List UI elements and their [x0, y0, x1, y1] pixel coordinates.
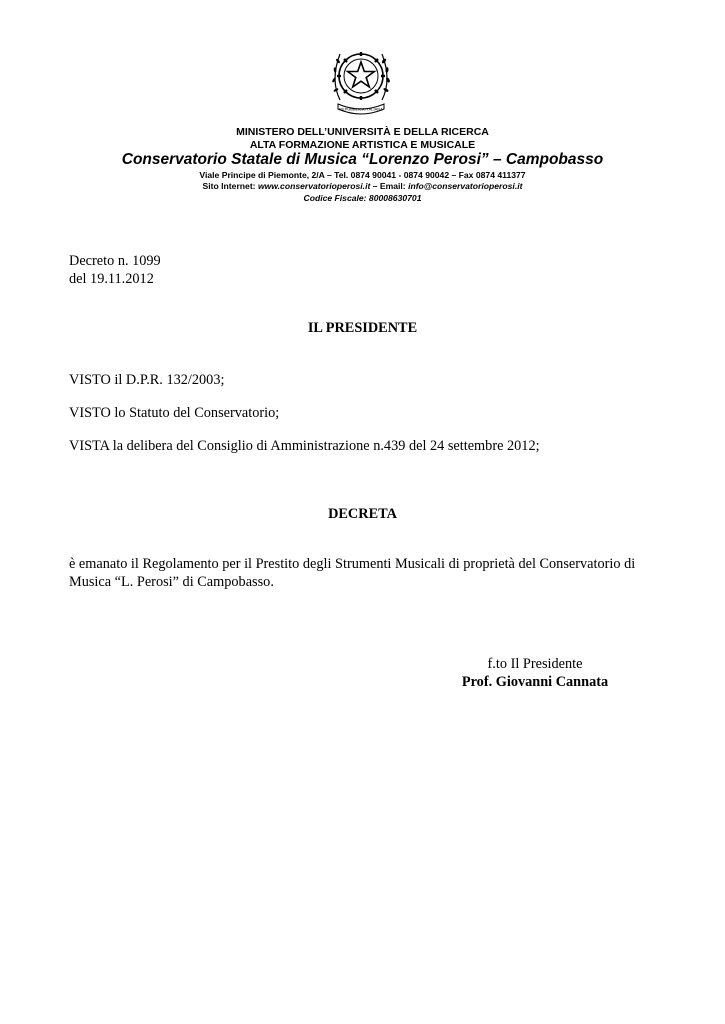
afam-line: ALTA FORMAZIONE ARTISTICA E MUSICALE	[249, 139, 476, 151]
heading-decreta: DECRETA	[328, 506, 397, 522]
vista-delibera: VISTA la delibera del Consiglio di Amministrazione n.439 del 24 settembre 2012;	[69, 438, 540, 454]
decree-number: Decreto n. 1099	[69, 253, 161, 269]
signature-name: Prof. Giovanni Cannata	[461, 674, 609, 690]
republic-emblem-icon	[326, 40, 396, 116]
visto-statuto: VISTO lo Statuto del Conservatorio;	[69, 405, 280, 421]
signature-prefix: f.to Il Presidente	[487, 656, 583, 672]
decree-date: del 19.11.2012	[69, 271, 154, 287]
institution-name: Conservatorio Statale di Musica “Lorenzo Perosi” – Campobasso	[121, 151, 604, 168]
address-line: Viale Principe di Piemonte, 2/A – Tel. 0874 90041 - 0874 90042 – Fax 0874 411377	[199, 170, 526, 180]
contacts-line	[0, 181, 725, 191]
decree-body-line-2: Musica “L. Perosi” di Campobasso.	[69, 574, 274, 590]
website-link[interactable]: www.conservatorioperosi.it	[257, 181, 371, 191]
fiscal-code: Codice Fiscale: 80008630701	[303, 193, 422, 203]
emblem-ribbon-text: REPUBBLICA ITALIANA	[339, 106, 383, 112]
website-label: Sito Internet:	[202, 181, 258, 191]
email-label: – Email:	[370, 181, 409, 191]
visto-dpr: VISTO il D.P.R. 132/2003;	[69, 372, 225, 388]
decree-body-line-1: è emanato il Regolamento per il Prestito degli Strumenti Musicali di proprietà del Conservatorio di	[69, 556, 636, 572]
email-link[interactable]: info@conservatorioperosi.it	[408, 181, 523, 191]
ministry-line: MINISTERO DELL’UNIVERSITÀ E DELLA RICERCA	[236, 126, 489, 138]
heading-president: IL PRESIDENTE	[307, 320, 418, 336]
